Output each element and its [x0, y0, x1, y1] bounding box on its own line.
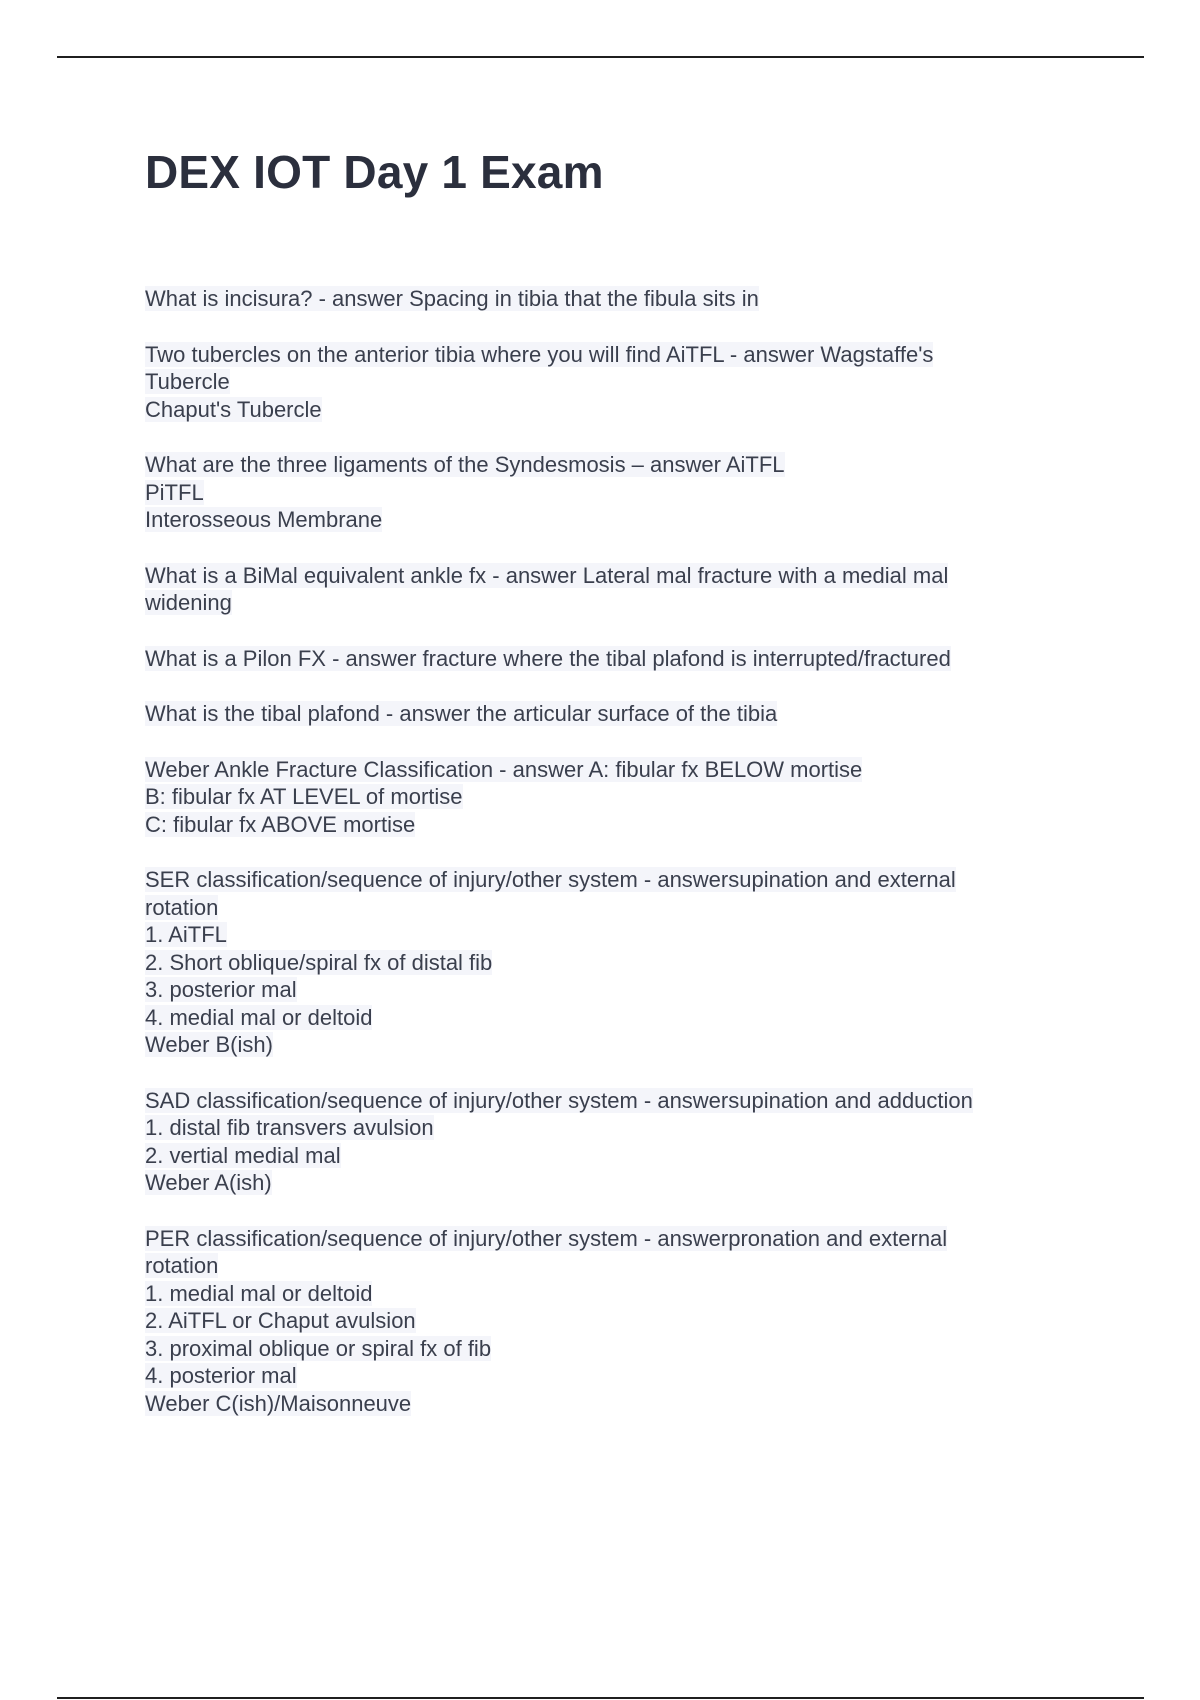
line-text: C: fibular fx ABOVE mortise — [145, 811, 416, 837]
question-line — [145, 645, 1065, 673]
line-text: Interosseous Membrane — [145, 507, 383, 532]
qa-item — [145, 1087, 1065, 1197]
question-line — [145, 700, 1065, 728]
line-text: What are the three ligaments of the Syndesmosis – answer AiTFL — [145, 452, 785, 477]
qa-item — [145, 866, 1065, 1059]
qa-item — [145, 645, 1065, 673]
top-divider — [57, 56, 1144, 58]
question-line — [145, 562, 1065, 590]
qa-item — [145, 285, 1065, 313]
answer-line — [145, 506, 1065, 534]
line-text: 2. vertial medial mal — [145, 1142, 341, 1168]
line-text: 3. proximal oblique or spiral fx of fib — [145, 1335, 492, 1361]
answer-line — [145, 783, 1065, 811]
line-text: widening — [145, 590, 232, 615]
answer-line — [145, 1362, 1065, 1390]
line-text: Chaput's Tubercle — [145, 396, 322, 422]
answer-line — [145, 589, 1065, 617]
answer-line — [145, 1307, 1065, 1335]
line-text: 2. Short oblique/spiral fx of distal fib — [145, 949, 493, 975]
answer-line — [145, 1169, 1065, 1197]
question-line — [145, 1225, 1065, 1253]
answer-line — [145, 1280, 1065, 1308]
answer-line — [145, 811, 1065, 839]
answer-line — [145, 1031, 1065, 1059]
answer-line — [145, 1142, 1065, 1170]
qa-item — [145, 562, 1065, 617]
question-line — [145, 1087, 1065, 1115]
qa-list — [145, 285, 1065, 1445]
line-text: What is a BiMal equivalent ankle fx - answer Lateral mal fracture with a medial mal — [145, 562, 949, 588]
line-text: SER classification/sequence of injury/other system - answersupination and external — [145, 867, 956, 892]
line-text: Weber C(ish)/Maisonneuve — [145, 1390, 412, 1416]
line-text: Weber Ankle Fracture Classification - answer A: fibular fx BELOW mortise — [145, 756, 863, 782]
question-line — [145, 866, 1065, 894]
line-text: rotation — [145, 894, 219, 920]
answer-line — [145, 976, 1065, 1004]
answer-line — [145, 1004, 1065, 1032]
qa-item — [145, 756, 1065, 839]
qa-item — [145, 341, 1065, 424]
line-text: Weber A(ish) — [145, 1170, 272, 1195]
answer-line — [145, 894, 1065, 922]
line-text: 2. AiTFL or Chaput avulsion — [145, 1308, 416, 1333]
line-text: 4. medial mal or deltoid — [145, 1004, 373, 1030]
question-line — [145, 285, 1065, 313]
line-text: PiTFL — [145, 479, 204, 505]
line-text: What is incisura? - answer Spacing in tibia that the fibula sits in — [145, 286, 759, 311]
question-line — [145, 341, 1065, 369]
line-text: B: fibular fx AT LEVEL of mortise — [145, 784, 463, 809]
answer-line — [145, 921, 1065, 949]
line-text: What is the tibal plafond - answer the articular surface of the tibia — [145, 701, 778, 726]
answer-line — [145, 1335, 1065, 1363]
line-text: PER classification/sequence of injury/other system - answerpronation and external — [145, 1225, 948, 1251]
qa-item — [145, 451, 1065, 534]
qa-item — [145, 1225, 1065, 1418]
question-line — [145, 756, 1065, 784]
answer-line — [145, 949, 1065, 977]
line-text: 4. posterior mal — [145, 1363, 297, 1388]
question-line — [145, 451, 1065, 479]
line-text: 1. AiTFL — [145, 922, 227, 947]
answer-line — [145, 1114, 1065, 1142]
line-text: SAD classification/sequence of injury/other system - answersupination and adduction — [145, 1087, 973, 1113]
line-text: 1. distal fib transvers avulsion — [145, 1115, 434, 1140]
line-text: Weber B(ish) — [145, 1032, 273, 1057]
line-text: Tubercle — [145, 369, 230, 394]
line-text: rotation — [145, 1253, 219, 1278]
line-text: 3. posterior mal — [145, 977, 297, 1002]
page-title: DEX IOT Day 1 Exam — [145, 146, 604, 198]
line-text: What is a Pilon FX - answer fracture where the tibal plafond is interrupted/fractured — [145, 645, 951, 671]
line-text: 1. medial mal or deltoid — [145, 1280, 373, 1306]
answer-line — [145, 1252, 1065, 1280]
answer-line — [145, 479, 1065, 507]
line-text: Two tubercles on the anterior tibia where you will find AiTFL - answer Wagstaffe's — [145, 341, 934, 367]
qa-item — [145, 700, 1065, 728]
bottom-divider — [57, 1697, 1144, 1699]
answer-line — [145, 1390, 1065, 1418]
answer-line — [145, 368, 1065, 396]
answer-line — [145, 396, 1065, 424]
